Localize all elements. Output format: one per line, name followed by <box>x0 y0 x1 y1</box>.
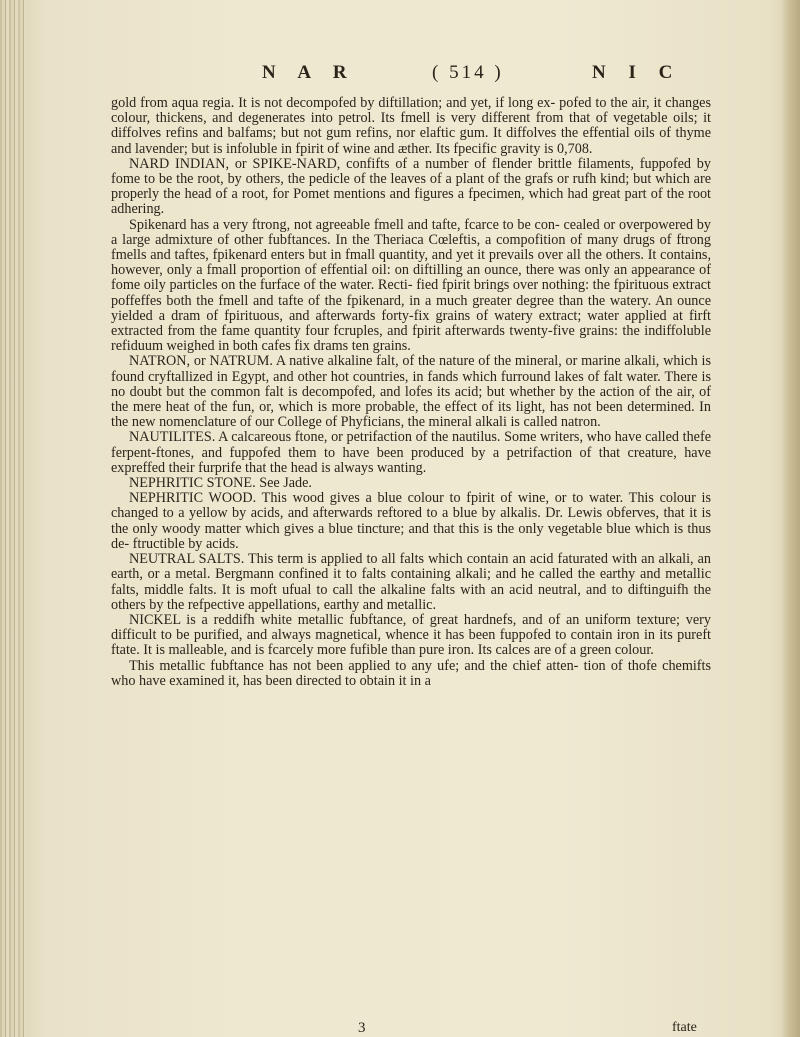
body-text <box>111 96 711 689</box>
paragraph: This metallic fubftance has not been applied to any ufe; and the chief atten- tion of thofe chemifts who have examined it, has been directed to obtain it in a <box>111 657 711 689</box>
header-left: N A R <box>262 62 356 83</box>
header-right: N I C <box>592 62 682 83</box>
entry-nickel: NICKEL is a reddifh white metallic fubftance, of great hardnefs, and of an uniform texture; very difficult to be purified, and always magnetical, whence it has been fuppofed to contain iron in its pureft ftate. It is malleable, and is fcarcely more fufible than pure iron. Its calces are of a green colour. <box>111 611 711 659</box>
page-number: ( 514 ) <box>432 62 504 83</box>
paragraph: Spikenard has a very ftrong, not agreeable fmell and tafte, fcarce to be con- cealed or overpowered by a large admixture of other fubftances. In the Theriaca Cœleftis, a compofition of many drugs of ftrong fmells and taftes, fpikenard enters but in fmall quantity, and yet it prevails over all the others. It contains, however, only a fmall proportion of effential oil: on diftilling an ounce, there was only an appearance of fome oily particles on the furface of the water. Recti- fied fpirit brings over nothing: the fpirituous extract poffeffes both the fmell and tafte of the fpikenard, in a much greater degree than the watery. An ounce yielded a dram of fpirituous, and afterwards forty-fix grains of watery extract; water applied at firft extracted from the fame quantity four fcruples, and fpirit afterwards twenty-five grains: the indiffoluble refiduum weighed in both cafes fix drams ten grains. <box>111 216 711 355</box>
paragraph: gold from aqua regia. It is not decompofed by diftillation; and yet, if long ex- pofed to the air, it changes colour, thickens, and degenerates into petrol. Its fmell is very different from that of vegetable oils; it diffolves refins and balfams; but not gum refins, nor elaftic gum. It diffolves the effential oils of thyme and lavender; but is infoluble in fpirit of wine and æther. Its fpecific gravity is 0,708. <box>111 95 711 157</box>
entry-nephritic-wood: NEPHRITIC WOOD. This wood gives a blue colour to fpirit of wine, or to water. This colour is changed to a yellow by acids, and afterwards reftored to a blue by alkalis. Dr. Lewis obferves, that it is the only woody matter which gives a blue tincture; and that this is the only vegetable blue which is thus de- ftructible by acids. <box>111 490 711 552</box>
entry-nephritic-stone: NEPHRITIC STONE. See Jade. <box>129 475 312 492</box>
page-gutter <box>0 0 26 1037</box>
running-header <box>262 62 710 88</box>
catchword: ftate <box>672 1020 697 1035</box>
entry-neutral-salts: NEUTRAL SALTS. This term is applied to all falts which contain an acid faturated with an alkali, an earth, or a metal. Bergmann confined it to falts containing alkali; and he called the earthy and metallic falts, middle falts. It is moft ufual to call the alkaline falts with an acid neutral, and to diftinguifh the others by the refpective appellations, earthy and metallic. <box>111 551 711 613</box>
entry-nautilites: NAUTILITES. A calcareous ftone, or petrifaction of the nautilus. Some writers, who have called thefe ferpent-ftones, and fuppofed them to have been produced by a petrifaction of that creature, have expreffed their furprife that the head is always wanting. <box>111 429 711 476</box>
page-edge <box>782 0 800 1037</box>
signature-mark: 3 <box>358 1020 366 1036</box>
entry-natron: NATRON, or NATRUM. A native alkaline falt, of the nature of the mineral, or marine alkali, which is found cryftallized in Egypt, and other hot countries, in fands which furround lakes of falt water. There is no doubt but the common falt is decompofed, and lofes its acid; but whether by the action of the air, of the mere heat of the fun, or, which is more probable, the effect of its light, has not been determined. In the new nomenclature of our College of Phyficians, the mineral alkali is called natron. <box>111 353 711 431</box>
entry-nard-indian: NARD INDIAN, or SPIKE-NARD, confifts of a number of flender brittle filaments, fuppofed by fome to be the root, by others, the pedicle of the leaves of a plant of the grafs or rufh kind; but which are properly the head of a root, for Pomet mentions and figures a fpecimen, which had great part of the root adhering. <box>111 155 711 218</box>
